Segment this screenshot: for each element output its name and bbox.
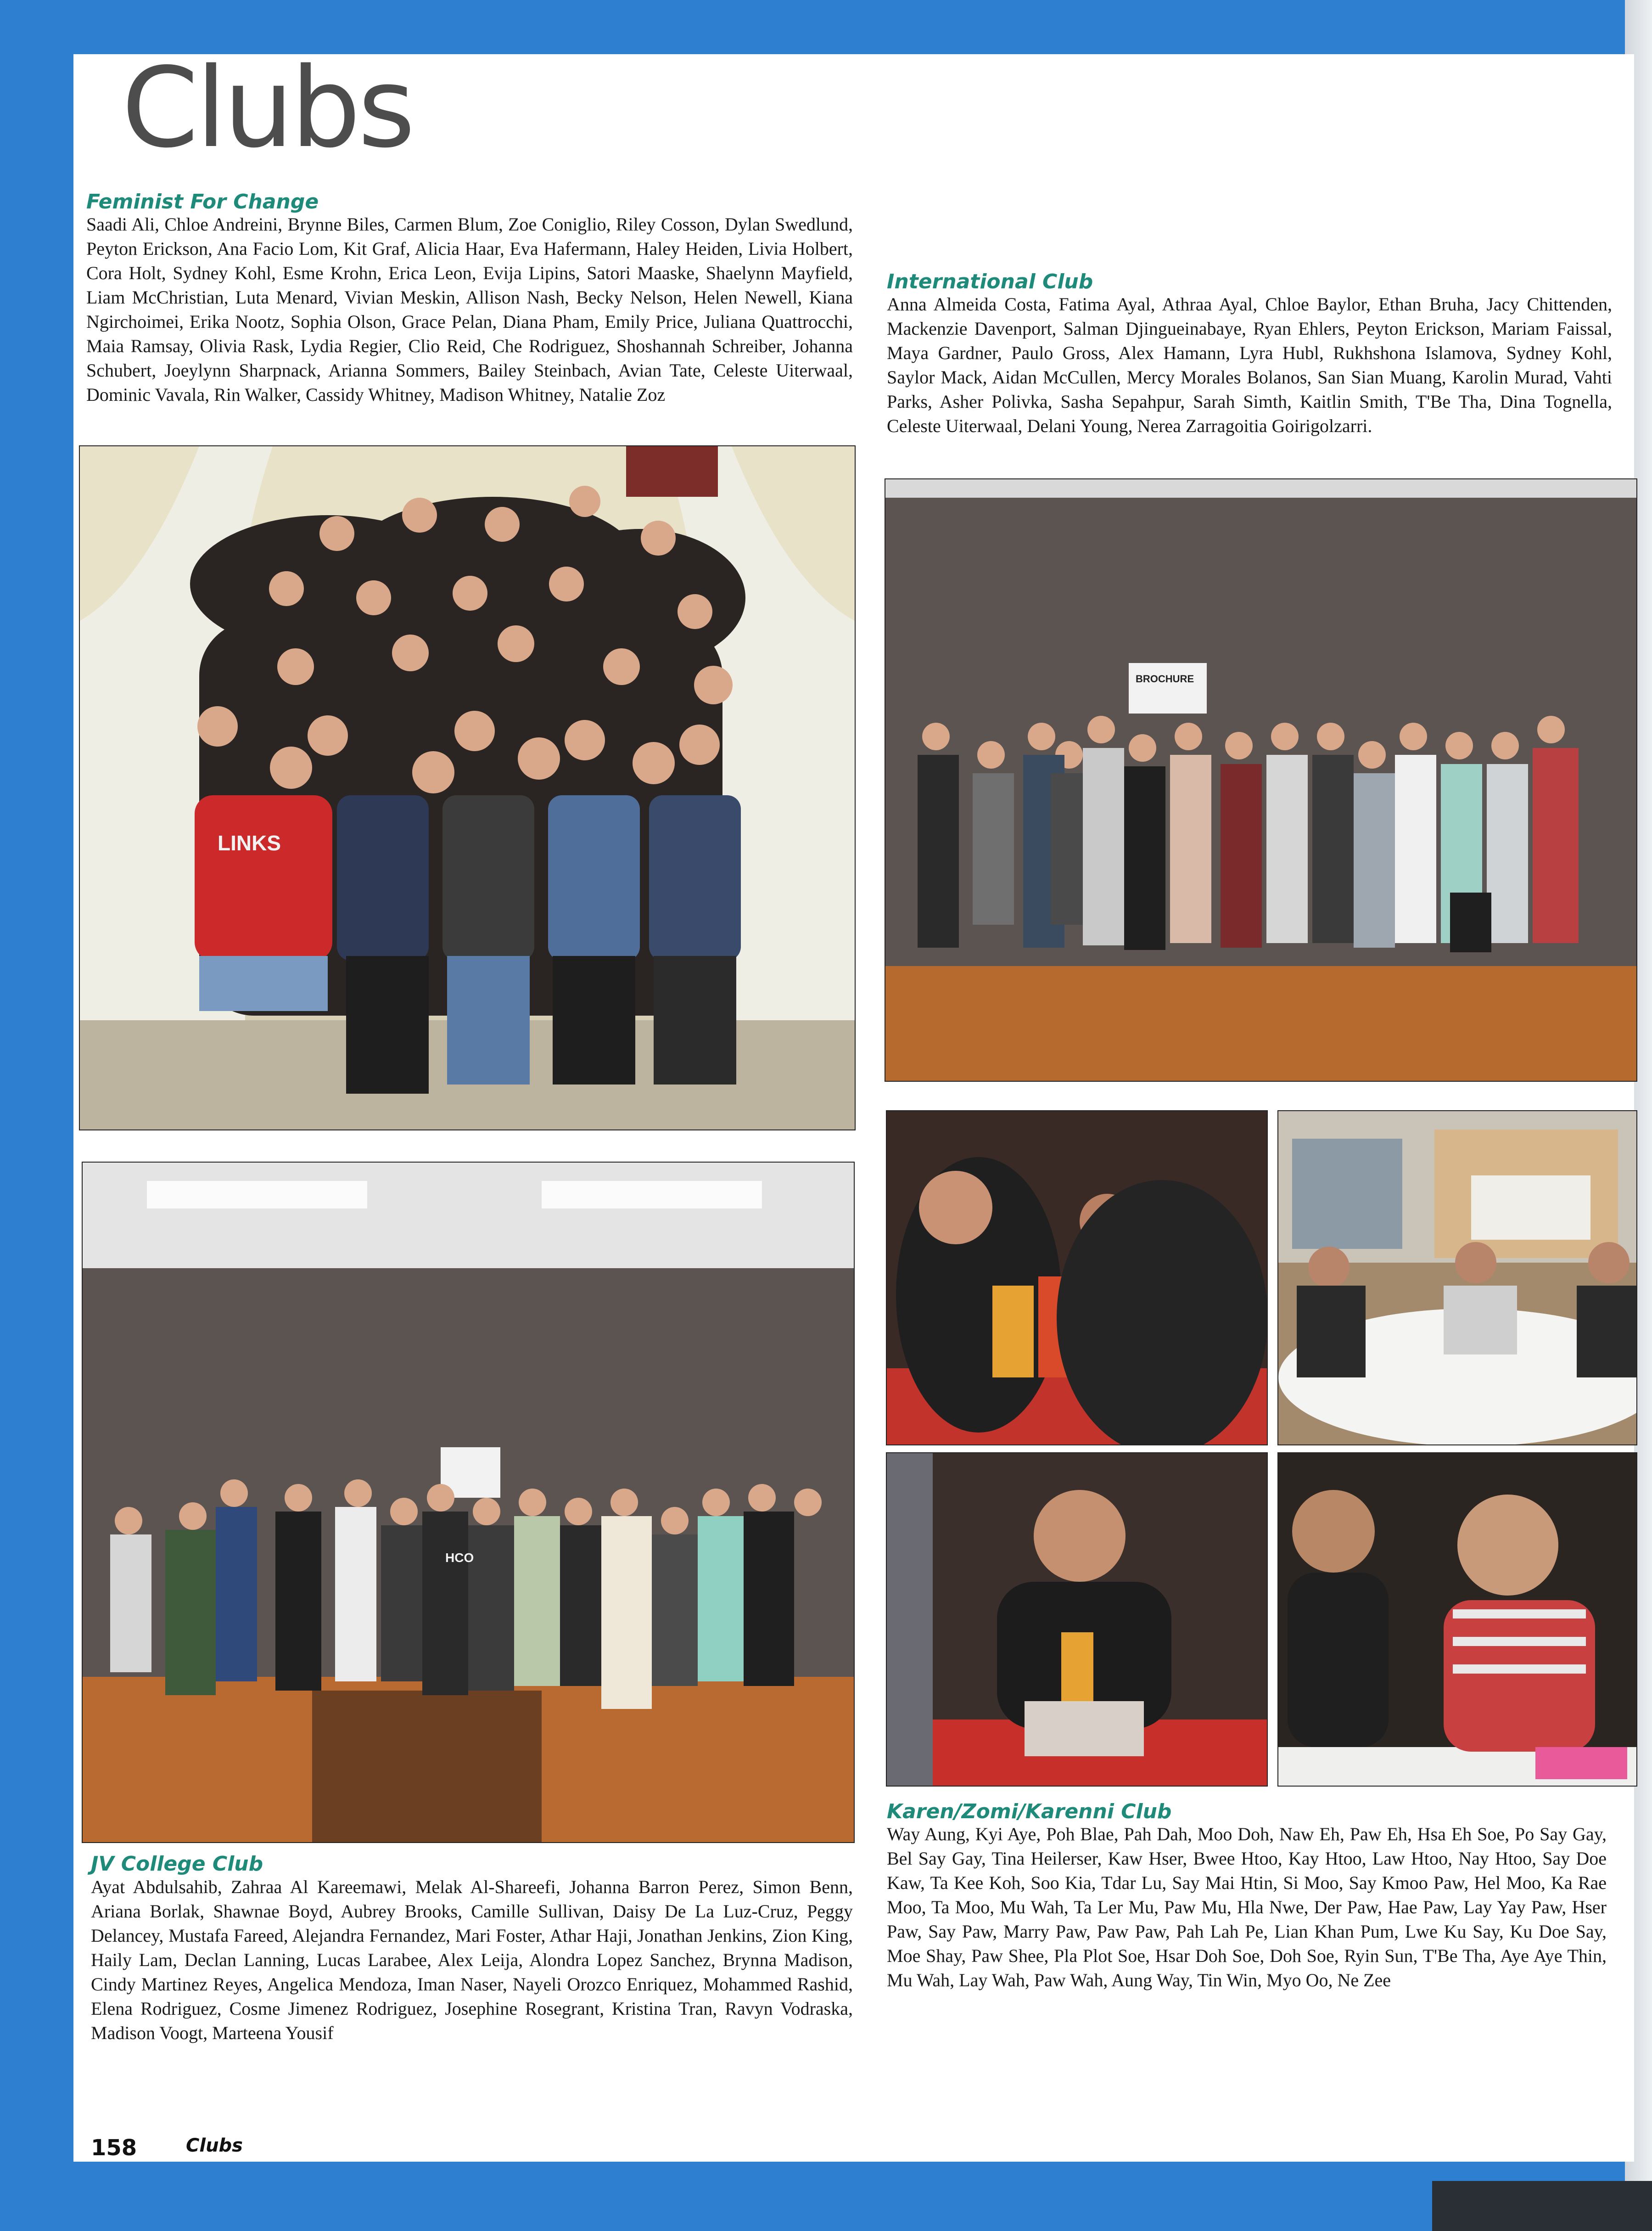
page-number: 158 xyxy=(91,2135,137,2161)
international-group-photo xyxy=(885,478,1637,1082)
karen-photo-conversation xyxy=(1277,1452,1637,1787)
karen-members: Way Aung, Kyi Aye, Poh Blae, Pah Dah, Moo Doh, Naw Eh, Paw Eh, Hsa Eh Soe, Po Say Gay, Bel Say Gay, Tina Heilerser, Kaw Hser, Bwee Htoo, Kay Htoo, Law Htoo, Nay Htoo, Say Doe Kaw, Ta Kee Koh, Soo Kia, Tdar Lu, Say Mai Htin, Si Moo, Say Kmoo Paw, Hel Moo, Ka Rae Moo, Ta Moo, Mu Wah, Ta Ler Mu, Paw Mu, Hla Nwe, Der Paw, Hae Paw, Lay Yay Paw, Hser Paw, Say Paw, Marry Paw, Paw Paw, Pah Lah Pe, Lian Khan Pum, Lwe Ku Say, Ku Doe Say, Moe Shay, Paw Shee, Pla Plot Soe, Hsar Doh Soe, Doh Soe, Ryin Sun, T'Be Tha, Aye Aye Thin, Mu Wah, Lay Wah, Paw Wah, Aung Way, Tin Win, Myo Oo, Ne Zee xyxy=(887,1824,1607,1990)
karen-photo-table xyxy=(1277,1110,1637,1445)
feminist-group-photo xyxy=(79,445,856,1130)
karen-heading: Karen/Zomi/Karenni Club xyxy=(887,1800,1172,1823)
brochure-sign-text: BROCHURE xyxy=(1136,673,1194,685)
feminist-members: Saadi Ali, Chloe Andreini, Brynne Biles, Carmen Blum, Zoe Coniglio, Riley Cosson, Dylan Swedlund, Peyton Erickson, Ana Facio Lom, Kit Graf, Alicia Haar, Eva Hafermann, Haley Heiden, Livia Holbert, Cora Holt, Sydney Kohl, Esme Krohn, Erica Leon, Evija Lipins, Satori Maaske, Shaelynn Mayfield, Liam McChristian, Luta Menard, Vivian Meskin, Allison Nash, Becky Nelson, Helen Newell, Kiana Ngirchoimei, Erika Nootz, Sophia Olson, Grace Pelan, Diana Pham, Emily Price, Juliana Quattrocchi, Maia Ramsay, Olivia Rask, Lydia Regier, Clio Reid, Che Rodriguez, Shoshannah Schreiber, Johanna Schubert, Joeylynn Sharpnack, Arianna Sommers, Bailey Steinbach, Avian Tate, Celeste Uiterwaal, Dominic Vavala, Rin Walker, Cassidy Whitney, Madison Whitney, Natalie Zoz xyxy=(86,214,853,405)
links-shirt-text: LINKS xyxy=(218,831,281,855)
international-heading: International Club xyxy=(887,270,1093,293)
karen-photo-snacks xyxy=(886,1110,1268,1445)
page-title: Clubs xyxy=(122,44,413,172)
jv-college-members: Ayat Abdulsahib, Zahraa Al Kareemawi, Melak Al-Shareefi, Johanna Barron Perez, Simon Benn, Ariana Borlak, Shawnae Boyd, Aubrey Brooks, Camille Sullivan, Daisy De La Luz-Cruz, Peggy Delancey, Mustafa Fareed, Alejandra Fernandez, Mari Foster, Athar Haji, Jonathan Jenkins, Zion King, Haily Lam, Declan Lanning, Lucas Larabee, Alex Leija, Alondra Lopez Sanchez, Brynna Madison, Cindy Martinez Reyes, Angelica Mendoza, Iman Naser, Nayeli Orozco Enriquez, Mohammed Rashid, Elena Rodriguez, Cosme Jimenez Rodriguez, Josephine Rosegrant, Kristina Tran, Ravyn Vodraska, Madison Voogt, Marteena Yousif xyxy=(91,1877,853,2043)
international-members: Anna Almeida Costa, Fatima Ayal, Athraa Ayal, Chloe Baylor, Ethan Bruha, Jacy Chittenden, Mackenzie Davenport, Salman Djingueinabaye, Ryan Ehlers, Peyton Erickson, Mariam Faissal, Maya Gardner, Paulo Gross, Alex Hamann, Lyra Hubl, Rukhshona Islamova, Sydney Kohl, Saylor Mack, Aidan McCullen, Mercy Morales Bolanos, San Sian Muang, Karolin Murad, Vahti Parks, Asher Polivka, Sasha Sepahpur, Sarah Simth, Kaitlin Smith, T'Be Tha, Dina Tognella, Celeste Uiterwaal, Delani Young, Nerea Zarragoitia Goirigolzarri. xyxy=(887,294,1612,436)
jv-college-heading: JV College Club xyxy=(91,1852,263,1876)
hco-shirt-text: HCO xyxy=(445,1551,474,1565)
footer-section-label: Clubs xyxy=(186,2135,243,2156)
jv-college-group-photo xyxy=(82,1162,855,1843)
corner-shadow xyxy=(1432,2181,1652,2231)
karen-photo-eating xyxy=(886,1452,1268,1787)
feminist-heading: Feminist For Change xyxy=(86,190,319,214)
